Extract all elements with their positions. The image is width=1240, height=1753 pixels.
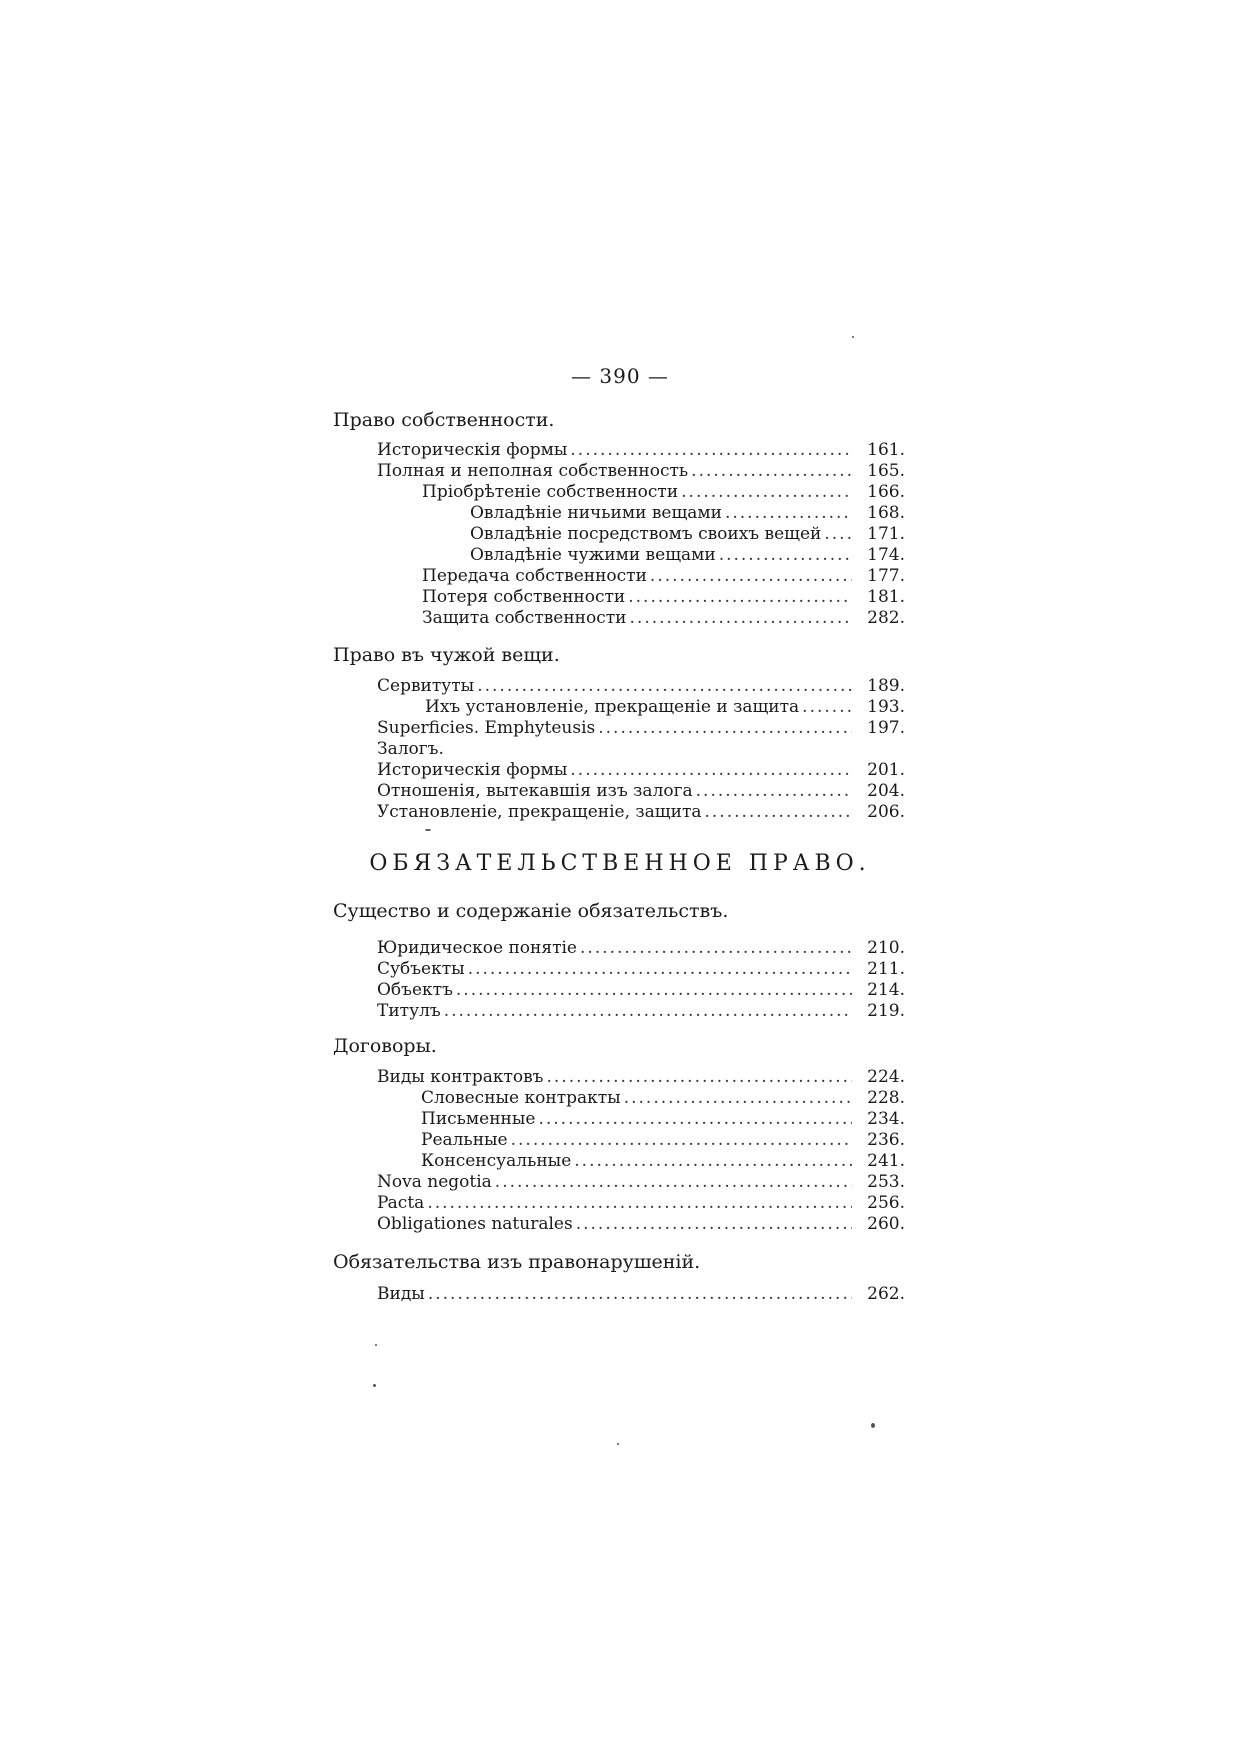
toc-entry-page: 219. [867,1001,905,1021]
dot-leader [570,440,852,460]
scan-speck [375,1344,377,1346]
section-title: Обязательства изъ правонарушеній. [333,1251,701,1273]
toc-entry-page: 171. [867,524,905,544]
dot-leader [802,697,852,717]
dot-leader [624,1088,852,1108]
toc-entry-label: Словесные контракты [421,1088,621,1108]
toc-entry-page: 253. [867,1172,905,1192]
toc-entry[interactable] [377,980,905,1000]
toc-entry-label: Передача собственности [422,566,647,586]
dot-leader [691,461,852,481]
toc-entry-page: 260. [867,1214,905,1234]
toc-entry-label: Объектъ [377,980,453,1000]
dot-leader [650,566,852,586]
dot-leader [704,802,852,822]
dot-leader [630,608,852,628]
toc-entry[interactable] [377,676,905,696]
toc-entry[interactable] [422,482,905,502]
toc-entry-label: Установленіе, прекращеніе, защита [377,802,702,822]
dot-leader [477,676,852,696]
toc-entry-label: Историческія формы [377,760,568,780]
toc-entry-page: 206. [867,802,905,822]
dot-leader [824,524,852,544]
toc-entry-label: Титулъ [377,1001,441,1021]
toc-entry[interactable] [421,1088,905,1108]
toc-entry[interactable] [377,1193,905,1213]
toc-entry-page: 228. [867,1088,905,1108]
toc-entry[interactable] [470,545,905,565]
toc-entry-page: 256. [867,1193,905,1213]
dot-leader [495,1172,852,1192]
toc-entry[interactable] [422,587,905,607]
toc-entry[interactable] [421,1151,905,1171]
toc-entry-label: Потеря собственности [422,587,626,607]
toc-entry-label: Историческія формы [377,440,568,460]
toc-entry-page: 174. [867,545,905,565]
dot-leader [696,781,852,801]
page-number: — 390 — [571,364,669,388]
toc-entry-page: 241. [867,1151,905,1171]
toc-entry-label: Виды контрактовъ [377,1067,544,1087]
dot-leader [580,938,852,958]
toc-entry[interactable] [421,1130,905,1150]
toc-entry-label: Nova negotia [377,1172,492,1192]
toc-entry[interactable] [470,524,905,544]
toc-entry-label: Защита собственности [422,608,627,628]
toc-entry-label: Субъекты [377,959,465,979]
toc-entry-page: 197. [867,718,905,738]
toc-entry[interactable] [422,608,905,628]
dot-leader [427,1193,852,1213]
dot-leader [725,503,852,523]
toc-entry[interactable] [377,802,905,822]
dot-leader [538,1109,852,1129]
toc-entry-label: Obligationes naturales [377,1214,573,1234]
dot-leader [428,1284,852,1304]
dot-leader [468,959,852,979]
toc-entry-page: 224. [867,1067,905,1087]
toc-entry-label: Овладѣніе ничьими вещами [470,503,722,523]
dot-leader [598,718,852,738]
toc-entry-page: 204. [867,781,905,801]
toc-entry-page: 236. [867,1130,905,1150]
toc-entry[interactable] [377,461,905,481]
dot-leader [511,1130,852,1150]
toc-entry-label: Сервитуты [377,676,475,696]
dot-leader [681,482,852,502]
toc-entry-label: Реальные [421,1130,508,1150]
scan-speck [617,1443,619,1445]
toc-entry-page: 189. [867,676,905,696]
toc-entry-label: Юридическое понятіе [377,938,577,958]
toc-entry-page: 161. [867,440,905,460]
scan-speck [871,1423,875,1428]
toc-subheading: Залогъ. [377,739,444,759]
toc-entry-page: 201. [867,760,905,780]
dot-leader [444,1001,852,1021]
toc-entry-page: 282. [867,608,905,628]
toc-entry-page: 234. [867,1109,905,1129]
toc-entry-page: 214. [867,980,905,1000]
toc-entry[interactable] [377,1001,905,1021]
toc-entry[interactable] [377,938,905,958]
toc-entry-label: Виды [377,1284,425,1304]
toc-entry-page: 166. [867,482,905,502]
toc-entry-page: 177. [867,566,905,586]
section-title: Право въ чужой вещи. [333,644,560,666]
toc-entry-label: Консенсуальные [421,1151,572,1171]
toc-entry-page: 210. [867,938,905,958]
dot-leader [719,545,852,565]
toc-entry-label: Овладѣніе чужими вещами [470,545,716,565]
toc-entry-page: 165. [867,461,905,481]
dot-leader [456,980,852,1000]
scan-speck [852,336,854,338]
dot-leader [570,760,852,780]
toc-entry-page: 181. [867,587,905,607]
section-title: Существо и содержаніе обязательствъ. [333,900,729,922]
toc-entry[interactable] [470,503,905,523]
toc-entry[interactable] [377,1067,905,1087]
toc-entry-page: 211. [867,959,905,979]
toc-entry[interactable] [421,1109,905,1129]
toc-entry-label: Superficies. Emphyteusis [377,718,596,738]
toc-entry[interactable] [377,1172,905,1192]
toc-entry[interactable] [377,440,905,460]
scan-speck [425,829,431,831]
dot-leader [547,1067,853,1087]
toc-entry-label: Письменные [421,1109,536,1129]
toc-entry-label: Pacta [377,1193,425,1213]
toc-entry[interactable] [377,718,905,738]
toc-entry-label: Овладѣніе посредствомъ своихъ вещей [470,524,822,544]
toc-entry[interactable] [377,1214,905,1234]
dot-leader [576,1214,852,1234]
toc-entry-page: 193. [867,697,905,717]
section-title: Договоры. [333,1035,437,1057]
part-heading: ОБЯЗАТЕЛЬСТВЕННОЕ ПРАВО. [369,851,871,876]
toc-entry[interactable] [377,781,905,801]
toc-entry-label: Пріобрѣтеніе собственности [422,482,679,502]
toc-entry[interactable] [377,959,905,979]
dot-leader [628,587,852,607]
toc-entry-label: Ихъ установленіе, прекращеніе и защита [425,697,800,717]
section-title: Право собственности. [333,409,555,431]
toc-entry[interactable] [377,1284,905,1304]
toc-entry-label: Отношенія, вытекавшія изъ залога [377,781,693,801]
dot-leader [574,1151,852,1171]
toc-entry-label: Полная и неполная собственность [377,461,689,481]
toc-entry[interactable] [377,760,905,780]
toc-entry[interactable] [425,697,905,717]
scan-speck [373,1384,376,1387]
toc-entry-page: 168. [867,503,905,523]
toc-entry[interactable] [422,566,905,586]
toc-entry-page: 262. [867,1284,905,1304]
